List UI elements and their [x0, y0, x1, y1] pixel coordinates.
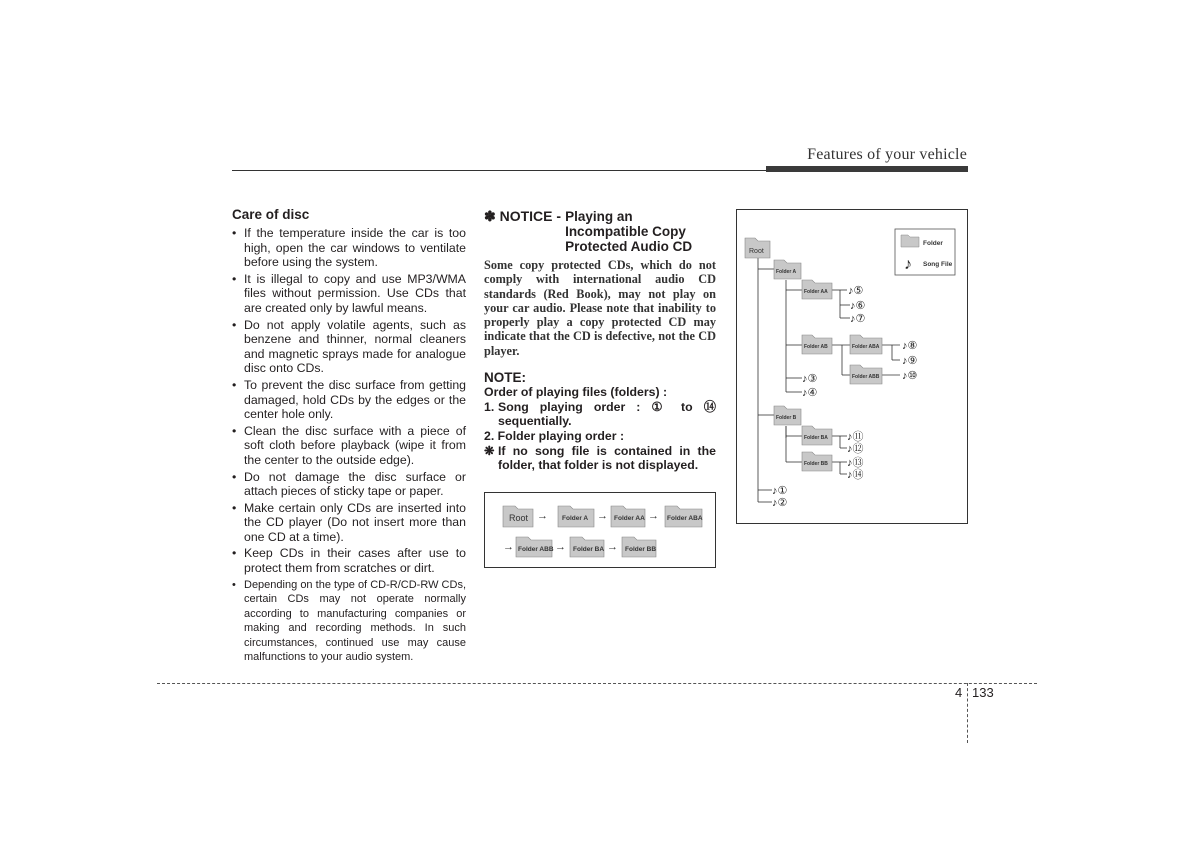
folder-label: Folder ABB — [852, 374, 880, 380]
song-file: ♪⑨ — [902, 355, 918, 367]
note-line: Order of playing files (folders) : — [484, 385, 668, 400]
folder-icon — [558, 506, 594, 527]
folder-label: Folder AA — [804, 289, 828, 295]
notice-body: Some copy protected CDs, which do not comply with international audio CD standards (Red Book), may not play on your car audio. Please note that inability to properly play a copy protected CD may indicate that the CD is defective, not the CD player. — [484, 258, 716, 358]
header-bar — [766, 166, 968, 172]
list-item: • Clean the disc surface with a piece of soft cloth before playback (wipe it from the center to the outside edge). — [232, 424, 466, 468]
legend-song-label: Song File — [923, 261, 953, 268]
folder-tree-svg — [737, 210, 967, 523]
note-item — [484, 444, 716, 473]
song-file: ♪⑩ — [902, 370, 918, 382]
song-file: ♪⑭ — [847, 469, 864, 481]
folder-icon — [802, 452, 832, 471]
chapter-number: 4 — [955, 685, 963, 700]
legend — [895, 229, 955, 275]
notice-section — [484, 208, 716, 473]
folder-tree-diagram — [736, 209, 968, 524]
list-item: • Keep CDs in their cases after use to protect them from scratches or dirt. — [232, 546, 466, 575]
folder-label: Folder B — [776, 415, 797, 421]
folder-icon — [665, 506, 703, 527]
note-line: 2. Folder playing order : — [484, 428, 625, 443]
folder-label: Folder ABA — [667, 515, 703, 522]
folder-icon — [503, 506, 533, 527]
list-item: • Do not apply volatile agents, such as benzene and thinner, normal cleaners and magnetic sprays made for analogue disc onto CDs. — [232, 318, 466, 376]
care-section — [232, 207, 466, 667]
song-file: ♪③ — [802, 373, 818, 385]
note-item-marker: ❋ — [484, 443, 495, 458]
page-number: 133 — [972, 685, 994, 700]
folder-icon — [611, 506, 645, 527]
folder-icon — [622, 537, 656, 557]
folder-label: Root — [509, 513, 529, 523]
note-item-marker: 1. — [484, 400, 495, 415]
arrow-icon: → — [503, 541, 514, 553]
page-header-title: Features of your vehicle — [807, 146, 967, 163]
folder-icon — [802, 280, 832, 299]
song-file: ♪⑧ — [902, 340, 918, 352]
arrow-icon: → — [648, 510, 659, 522]
care-list — [232, 226, 466, 665]
folder-order-diagram — [484, 492, 716, 568]
folder-label: Folder A — [562, 515, 589, 522]
song-list — [772, 285, 918, 509]
arrow-icon: → — [607, 541, 618, 553]
folder-label: Folder BB — [804, 461, 828, 467]
folder-icon — [850, 365, 882, 384]
list-item: • If the temperature inside the car is too high, open the car windows to ventilate before using the system. — [232, 226, 466, 270]
song-file: ♪⑥ — [850, 300, 866, 312]
notice-header — [484, 208, 716, 254]
folder-icon — [802, 426, 832, 445]
folder-icon — [774, 406, 801, 425]
legend-folder-label: Folder — [923, 240, 943, 247]
folder-icon — [850, 335, 882, 354]
note-heading: NOTE: — [484, 370, 526, 386]
footer-rule — [157, 683, 1037, 684]
folder-icon — [901, 235, 919, 247]
song-file: ♪⑪ — [847, 431, 864, 443]
song-file: ♪⑫ — [847, 443, 864, 455]
footer-divider — [967, 683, 968, 743]
folder-label: Root — [749, 248, 764, 255]
arrow-icon: → — [537, 510, 548, 522]
folder-label: Folder AB — [804, 344, 828, 350]
folder-label: Folder ABB — [518, 546, 554, 553]
folder-icon — [774, 260, 801, 279]
arrow-icon: → — [597, 510, 608, 522]
list-item: • It is illegal to copy and use MP3/WMA files without permission. Use CDs that are created only by lawful means. — [232, 272, 466, 316]
folder-order-svg — [485, 493, 715, 567]
folder-label: Folder AA — [614, 515, 645, 522]
folder-label: Folder A — [776, 269, 797, 275]
folder-icon — [745, 238, 770, 258]
notice-title: Playing an Incompatible Copy Protected Audio CD — [565, 209, 693, 254]
folder-label: Folder BA — [804, 435, 828, 441]
notice-label: ✽ NOTICE - — [484, 208, 562, 224]
folder-icon — [570, 537, 604, 557]
song-file: ♪① — [772, 485, 788, 497]
song-file: ♪④ — [802, 387, 818, 399]
note-item — [484, 400, 716, 429]
folder-icon — [516, 537, 554, 557]
music-note-icon: ♪ — [904, 256, 912, 273]
list-item: • Depending on the type of CD-R/CD-RW CDs, certain CDs may not operate normally according to manufacturing companies or making and recording methods. In such circumstances, continued use may cause malfunctions to your audio system. — [232, 578, 466, 665]
folder-label: Folder BA — [573, 546, 605, 553]
song-file: ♪⑤ — [848, 285, 864, 297]
list-item: • To prevent the disc surface from getting damaged, hold CDs by the edges or the center hole only. — [232, 378, 466, 422]
note-item-text: Song playing order : ① to ⑭ sequentially. — [498, 400, 716, 429]
song-file: ♪⑬ — [847, 457, 864, 469]
folder-icon — [802, 335, 832, 354]
song-file: ♪② — [772, 497, 788, 509]
folder-label: Folder ABA — [852, 344, 880, 350]
list-item: • Do not damage the disc surface or attach pieces of sticky tape or paper. — [232, 470, 466, 499]
folder-label: Folder BB — [625, 546, 657, 553]
arrow-icon: → — [555, 541, 566, 553]
list-item: • Make certain only CDs are inserted into the CD player (Do not insert more than one CD at a time). — [232, 501, 466, 545]
song-file: ♪⑦ — [850, 313, 866, 325]
note-item-text: If no song file is contained in the folder, that folder is not displayed. — [498, 443, 716, 473]
care-heading: Care of disc — [232, 207, 310, 222]
